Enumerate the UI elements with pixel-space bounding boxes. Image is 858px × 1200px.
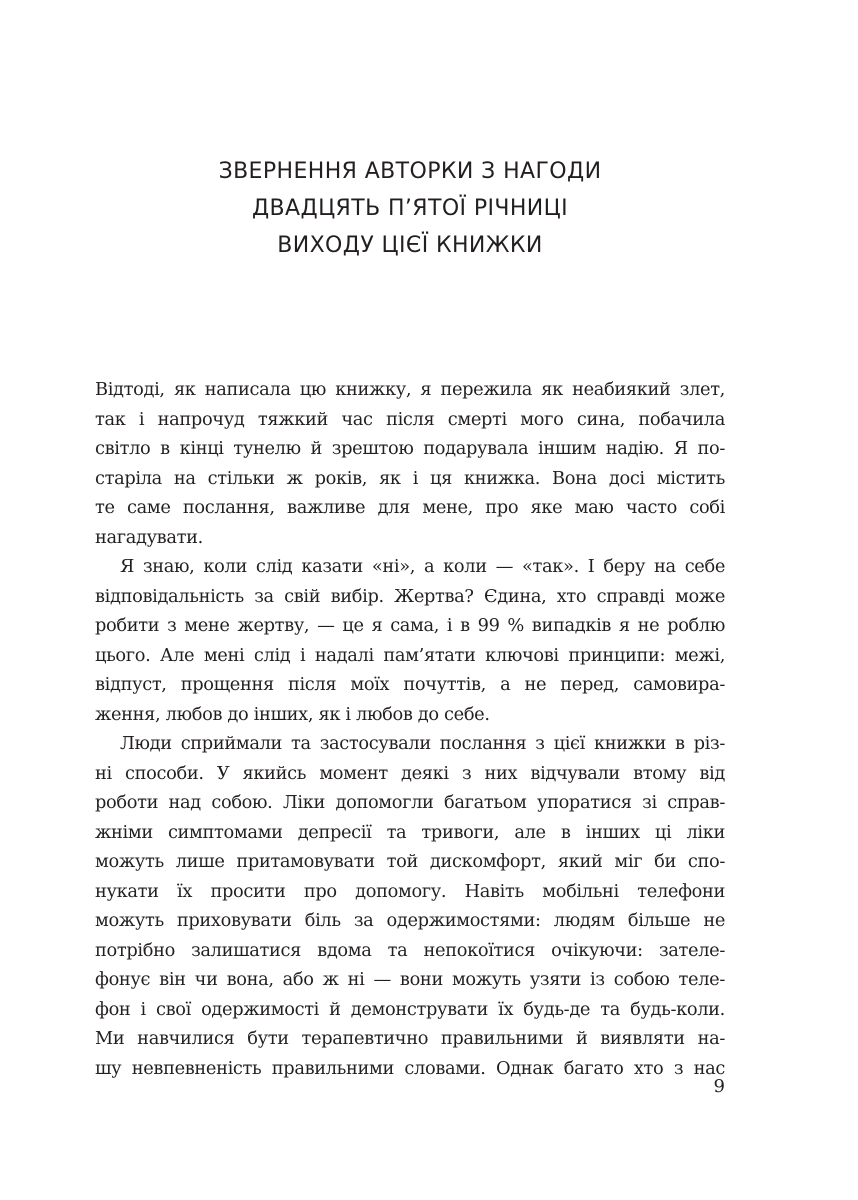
text-line: ження, любов до інших, як і любов до себе. (95, 703, 490, 725)
text-line: відповідальність за свій вибір. Жертва? Єдина, хто справді може (95, 585, 725, 607)
text-line: старіла на стільки ж років, як і ця книжка. Вона досі містить (95, 467, 725, 489)
text-line: жніми симптомами депресії та тривоги, але в інших ці ліки (95, 821, 725, 843)
chapter-title (0, 153, 820, 264)
text-line: можуть приховувати біль за одержимостями: людям більше не (95, 910, 725, 931)
text-line: можуть лише притамовувати той дискомфорт, який міг би спо- (95, 851, 725, 872)
text-line: те саме послання, важливе для мене, про яке маю часто собі (95, 497, 725, 518)
text-line: ні способи. У якийсь момент деякі з них відчували втому від (95, 762, 725, 784)
text-line: шу невпевненість правильними словами. Однак багато хто з нас (95, 1057, 725, 1079)
text-line: відпуст, прощення після моїх почуттів, а не перед, самовира- (95, 674, 725, 695)
text-line: нагадувати. (95, 526, 203, 548)
title-line: ВИХОДУ ЦІЄЇ КНИЖКИ (277, 233, 543, 258)
text-line: потрібно залишатися вдома та непокоїтися очікуючи: зателе- (95, 939, 725, 961)
title-line: ЗВЕРНЕННЯ АВТОРКИ З НАГОДИ (218, 159, 602, 184)
text-line: фонує він чи вона, або ж ні — вони можуть узяти із собою теле- (95, 969, 725, 990)
text-line: фон і свої одержимості й демонструвати їх будь-де та будь-коли. (95, 998, 725, 1020)
text-line: Відтоді, як написала цю книжку, я пережила як неабиякий злет, (95, 379, 725, 400)
text-line: Я знаю, коли слід казати «ні», а коли — «так». І беру на себе (120, 556, 725, 577)
text-line: так і напрочуд тяжкий час після смерті мого сина, побачила (95, 408, 725, 430)
body-text (95, 375, 725, 1083)
text-line: світло в кінці тунелю й зрештою подарувала іншим надію. Я по- (95, 438, 725, 459)
text-line: нукати їх просити про допомогу. Навіть мобільні телефони (95, 880, 725, 902)
text-line: роботи над собою. Ліки допомогли багатьом упоратися зі справ- (95, 792, 725, 813)
page-number: 9 (713, 1076, 725, 1097)
title-line: ДВАДЦЯТЬ П’ЯТОЇ РІЧНИЦІ (251, 196, 569, 221)
text-line: цього. Але мені слід і надалі пам’ятати ключові принципи: межі, (95, 644, 725, 666)
text-line: Ми навчилися бути терапевтично правильними й виявляти на- (95, 1028, 725, 1049)
text-line: Люди сприймали та застосували послання з цієї книжки в різ- (120, 733, 725, 754)
text-line: робити з мене жертву, — це я сама, і в 99 % випадків я не роблю (95, 615, 725, 636)
